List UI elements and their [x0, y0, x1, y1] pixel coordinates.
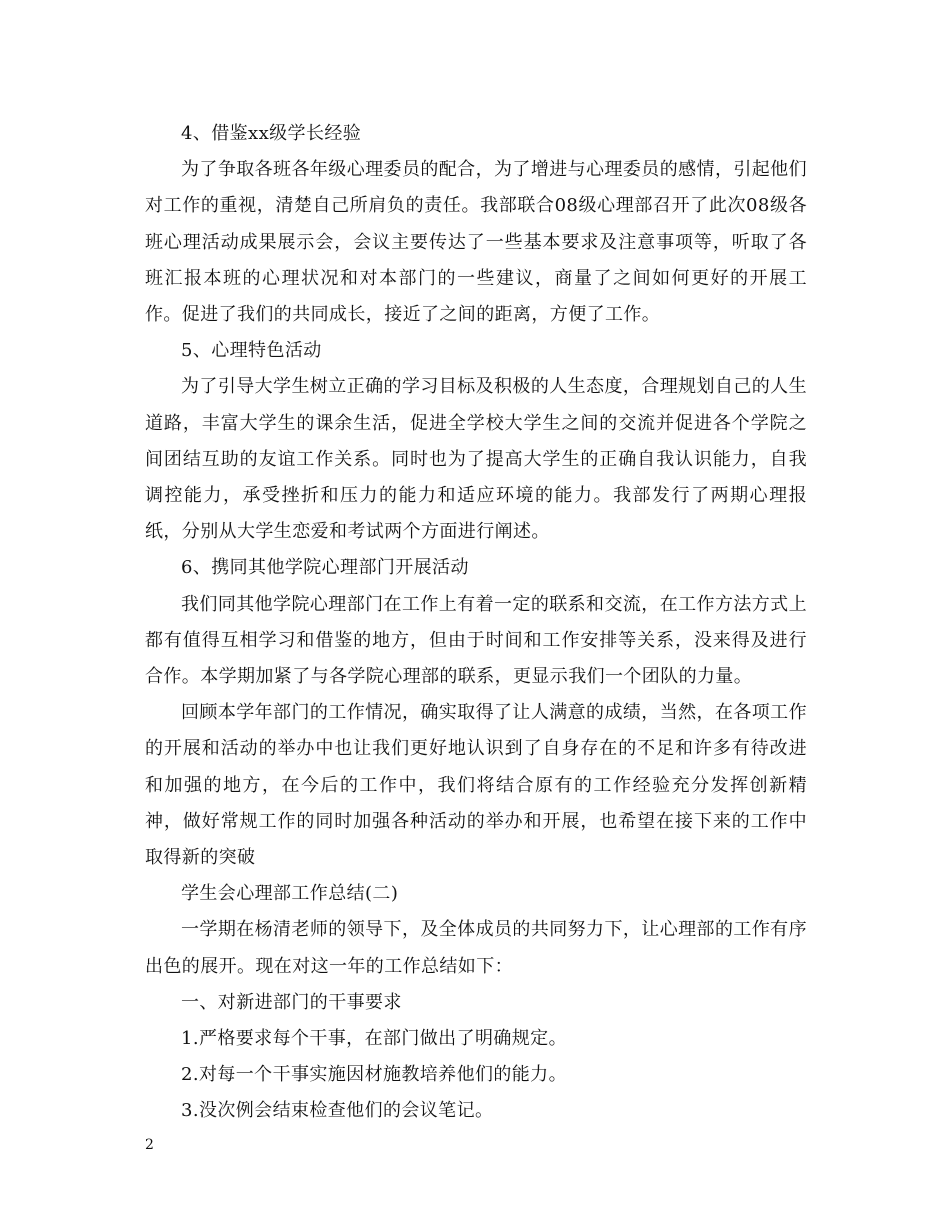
list-item: 3.没次例会结束检查他们的会议笔记。	[181, 1100, 494, 1122]
heading-item-6: 6、携同其他学院心理部门开展活动	[181, 557, 469, 579]
document-body	[145, 116, 807, 1130]
list-item: 2.对每一个干事实施因材施教培养他们的能力。	[181, 1064, 567, 1086]
section-title: 学生会心理部工作总结(二)	[181, 883, 399, 905]
page-number: 2	[145, 1137, 154, 1153]
list-item: 1.严格要求每个干事，在部门做出了明确规定。	[181, 1028, 567, 1050]
paragraph: 为了引导大学生树立正确的学习目标及积极的人生态度，合理规划自己的人生道路，丰富大学生的课余生活，促进全学校大学生之间的交流并促进各个学院之间团结互助的友谊工作关系。同时也为了提高大学生的正确自我认识能力，自我调控能力，承受挫折和压力的能力和适应环境的能力。我部发行了两期心理报纸，分别从大学生恋爱和考试两个方面进行阐述。	[145, 376, 807, 543]
paragraph: 我们同其他学院心理部门在工作上有着一定的联系和交流，在工作方法方式上都有值得互相学习和借鉴的地方，但由于时间和工作安排等关系，没来得及进行合作。本学期加紧了与各学院心理部的联系，更显示我们一个团队的力量。	[145, 593, 807, 688]
paragraph: 为了争取各班各年级心理委员的配合，为了增进与心理委员的感情，引起他们对工作的重视，清楚自己所肩负的责任。我部联合08级心理部召开了此次08级各班心理活动成果展示会，会议主要传达了一些基本要求及注意事项等，听取了各班汇报本班的心理状况和对本部门的一些建议，商量了之间如何更好的开展工作。促进了我们的共同成长，接近了之间的距离，方便了工作。	[145, 159, 807, 326]
heading-item-4: 4、借鉴xx级学长经验	[181, 123, 362, 144]
paragraph: 回顾本学年部门的工作情况，确实取得了让人满意的成绩，当然，在各项工作的开展和活动的举办中也让我们更好地认识到了自身存在的不足和许多有待改进和加强的地方，在今后的工作中，我们将结合原有的工作经验充分发挥创新精神，做好常规工作的同时加强各种活动的举办和开展，也希望在接下来的工作中取得新的突破	[145, 702, 807, 869]
heading-item-5: 5、心理特色活动	[181, 340, 322, 362]
subheading: 一、对新进部门的干事要求	[181, 991, 402, 1013]
paragraph: 一学期在杨清老师的领导下，及全体成员的共同努力下，让心理部的工作有序出色的展开。现在对这一年的工作总结如下：	[145, 919, 807, 977]
